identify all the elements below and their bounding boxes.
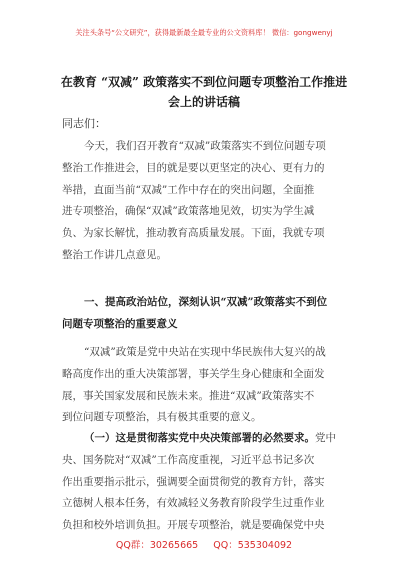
text-line: 略高度作出的重大决策部署，事关学生身心健康和全面发 xyxy=(62,367,325,380)
footer-qq-group: QQ群：30265665 xyxy=(115,540,199,551)
text-line: 今天，我们召开教育“双减”政策落实不到位问题专项 xyxy=(84,140,326,152)
text-line: 展，事关国家发展和民族未来。推进“双减”政策落实不 xyxy=(62,389,315,402)
paragraph-opening xyxy=(62,136,362,267)
text-line: 整治工作推进会，目的就是要以更坚定的决心、更有力的 xyxy=(62,161,325,174)
heading-line: 一、提高政治站位，深刻认识“双减”政策落实不到位 xyxy=(84,296,328,308)
text-line: “双减”政策是党中央站在实现中华民族伟大复兴的战 xyxy=(84,346,326,358)
text-line xyxy=(62,428,362,450)
text-line: 进专项整治，确保“双减”政策落地见效，切实为学生减 xyxy=(62,205,315,218)
text-line: 作出重要指示批示，强调要全面贯彻党的教育方针，落实 xyxy=(62,475,325,488)
text-line: 整治工作讲几点意见。 xyxy=(62,248,167,261)
document-title xyxy=(44,72,364,112)
salutation: 同志们： xyxy=(62,117,106,130)
title-line-1: 在教育 “双减” 政策落实不到位问题专项整治工作推进 xyxy=(60,75,348,89)
text-line: 到位问题专项整治，具有极其重要的意义。 xyxy=(62,411,262,424)
title-line-2: 会上的讲话稿 xyxy=(167,95,240,109)
subpoint-lead-tail: 党中 xyxy=(315,432,336,444)
paragraph-significance xyxy=(62,342,362,429)
heading-line: 问题专项整治的重要意义 xyxy=(62,317,178,330)
header-promo-note: 关注头条号“公文研究”，获得最新最全最专业的公文资料库！ 微信：gongwenyj xyxy=(75,28,333,37)
footer-contact xyxy=(0,537,408,551)
text-line: 举措，直面当前“双减”工作中存在的突出问题，全面推 xyxy=(62,183,315,196)
subpoint-lead: （一）这是贯彻落实党中央决策部署的必然要求。 xyxy=(84,432,315,444)
text-line: 央、国务院对“双减”工作高度重视，习近平总书记多次 xyxy=(62,453,315,466)
text-line: 立德树人根本任务，有效减轻义务教育阶段学生过重作业 xyxy=(62,497,325,510)
text-line: 负、为家长解忧，推动教育高质量发展。下面，我就专项 xyxy=(62,227,325,240)
paragraph-subpoint-1 xyxy=(62,428,362,537)
text-line: 负担和校外培训负担。开展专项整治，就是要确保党中央 xyxy=(62,519,325,532)
footer-qq-number: QQ：535304092 xyxy=(213,540,293,551)
section-heading-1 xyxy=(62,292,362,336)
